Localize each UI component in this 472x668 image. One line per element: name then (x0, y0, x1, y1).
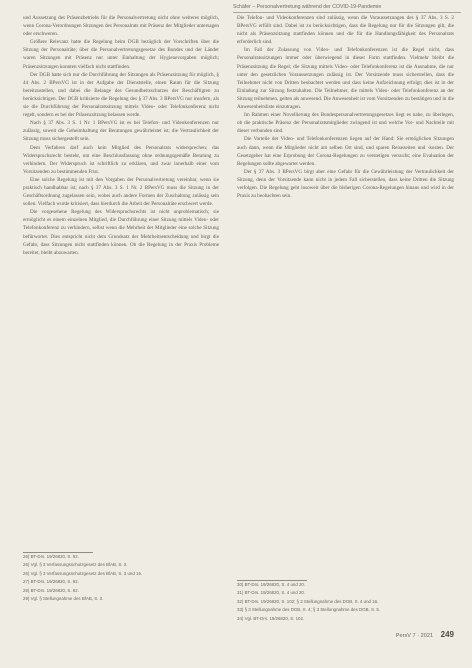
footnote: 33) § 3 Stellungnahme des DGB, S. 4; § 3 Stellungnahme des DGB, S. 5. (237, 607, 381, 613)
right-text-column (237, 14, 454, 200)
right-footnotes (237, 581, 454, 623)
footnote: 32) BT-Drs. 19/26820, S. 102; § 3 Stellungnahme des DGB, S. 4 und 16. (237, 598, 379, 604)
paragraph: Größere Relevanz hatte die Regelung beim DGB bezüglich der Vorschriften über die Sitzung der Personalräte; über die Personalvertretungsgesetze des Bundes und der Länder waren Sitzungen mit Präsenz nur unter Einhaltung der Hygienevorgaben möglich; Präsenzsitzungen konnten vielfach nicht stattfinden. (23, 39, 219, 70)
paragraph: Eine solche Regelung ist mit den Vorgaben der Personalvertretung vereinbar, wenn sie praktisch handhabbar ist; nach § 37 Abs. 3 S. 1 Nr. 2 BPersVG muss die Sitzung in der Geschäftsordnung zugelassen sein, wobei auch andere Formen der Zuschaltung zulässig sein sollen. Vielfach wurde kritisiert, dass hierdurch die Arbeit der Personalräte erschwert werde. (23, 176, 219, 208)
paragraph: Die vorgesehene Regelung des Widerspruchsrechts ist nicht unproblematisch; sie ermöglicht es einem einzelnen Mitglied, die Durchführung einer Sitzung mittels Video- oder Telefonkonferenz zu verhindern, selbst wenn die Mehrheit der Mitglieder eine solche Sitzung befürwortet. Dies entspricht nicht dem Grundsatz der Mehrheitsentscheidung und birgt die Gefahr, dass Sitzungen nicht stattfinden können. Ob die Regelung in der Praxis Probleme bereitet, bleibt abzuwarten. (23, 209, 219, 256)
paragraph: Der DGB hatte sich nur die Durchführung der Sitzungen als Präsenzsitzung für möglich, § 44 Abs. 2 BPersVG ist in der Aufgabe der Dienststelle, einen Raum für die Sitzung bereitzustellen, und dabei die Belange des Gesundheitsschutzes der Beschäftigten zu berücksichtigen. Der DGB kritisierte die Regelung des § 37 Abs. 3 BPersVG nur insofern, als sie die Durchführung der Personalratssitzung mittels Video- oder Telefonkonferenz nicht regelt, sondern es bei der Präsenzsitzung belassen werde. (23, 71, 219, 119)
paragraph: Die Telefon- und Videokonferenzen sind zulässig, wenn die Voraussetzungen des § 37 Abs. 3 S. 2 BPersVG erfüllt sind. Dabei ist zu berücksichtigen, dass die Regelung nur für die Sitzungen gilt, die nicht als Präsenzsitzung stattfinden können und die für die Handlungsfähigkeit des Personalrats erforderlich sind. (237, 15, 454, 46)
footnote: 27) BT-Drs. 19/26820, S. 92. (23, 579, 79, 585)
paragraph: Nach § 37 Abs. 3 S. 1 Nr. 1 BPersVG ist es bei Telefon- und Videokonferenzen nur zulässig, soweit die Geheimhaltung der Beratungen gewährleistet ist; die Vertraulichkeit der Sitzung muss sichergestellt sein. (23, 120, 219, 143)
paragraph: Der § 37 Abs. 3 BPersVG birgt aber eine Gefahr für die Gewährleistung der Vertraulichkeit der Sitzung, denn der Vorsitzende kann nicht in jedem Fall sicherstellen, dass keine Dritten die Sitzung verfolgen. Die Regelung geht insoweit über die bisherigen Corona-Regelungen hinaus und wird in der Praxis zu beobachten sein. (237, 168, 454, 200)
footnote: 26) Vgl. § 3 Verfassungsschutzgesetz des BfAB, S. 3. (23, 562, 128, 568)
footnote: 28) BT-Drs. 19/26820, S. 92. (23, 587, 79, 593)
footnote: 30) BT-Drs. 19/26820, S. 4 und 20. (237, 582, 306, 587)
footnote: 26) BT-Drs. 19/26820, S. 92. (23, 554, 79, 559)
paragraph: Im Fall der Zulassung von Video- und Telefonkonferenzen ist die Regel nicht, dass Personalratssitzungen immer oder überwiegend in dieser Form stattfinden. Vielmehr bleibt die Präsenzsitzung die Regel; die Sitzung mittels Video- oder Telefonkonferenz ist die Ausnahme, die nur unter den gesetzlichen Voraussetzungen zulässig ist. Der Vorsitzende muss sicherstellen, dass die Teilnehmer nicht von Dritten beobachtet werden und dass keine Aufzeichnung erfolgt; dies ist in der Einladung zur Sitzung festzuhalten. Die Teilnehmer, die mittels Video- oder Telefonkonferenz an der Sitzung teilnehmen, gelten als anwesend. Die Anwesenheit ist vom Vorsitzenden zu bestätigen und in die Anwesenheitsliste einzutragen. (237, 47, 454, 111)
left-footnotes (23, 553, 219, 603)
footnote: 29) Vgl. § Stellungnahme des BfAB, S. 3. (23, 596, 104, 602)
left-text-column (23, 14, 219, 257)
footnote: 34) Vgl. BT-Drs. 19/26820, S. 102. (237, 615, 305, 621)
paragraph: Die Vorteile der Video- und Telefonkonferenzen liegen auf der Hand: Sie ermöglichen Sitzungen auch dann, wenn die Mitglieder nicht am selben Ort sind, und sparen Reisezeiten und -kosten. Der Gesetzgeber hat eine Erprobung der Corona-Regelungen zu verstetigen versucht; eine Evaluation der Regelungen sollte abgewartet werden. (237, 136, 454, 167)
journal-issue: PersV 7 · 2021 (395, 633, 434, 639)
page-footer (396, 630, 454, 639)
paragraph: Im Rahmen einer Novellierung des Bundespersonalvertretungsgesetzes liegt es nahe, zu überlegen, ob die praktische Präsenz der Personalratsmitglieder zwingend ist und welche Vor- und Nachteile mit dieser verbunden sind. (237, 112, 454, 135)
footnote: 31) BT-Drs. 19/26820, S. 4 und 20. (237, 590, 306, 596)
footnote: 26) Vgl. § 3 Verfassungsschutzgesetz des BfAB, S. 3 und 16. (23, 570, 143, 576)
running-header: Schäfer – Personalvertretung während der COVID-19-Pandemie (233, 4, 461, 13)
paragraph: und Aussetzung des Präsenzbetriebs für die Personalvertretung nicht ohne weiteres möglich, wenn Corona-Verordnungen Sitzungen des Personalrats mit Präsenz der Mitglieder untersagen oder erschweren. (23, 15, 219, 38)
page-number: 249 (440, 630, 454, 639)
paragraph: Dem Verfahren darf auch kein Mitglied des Personalrats widersprechen; das Widerspruchsrecht besteht, um eine Beschlussfassung ohne ordnungsgemäße Beratung zu verhindern. Der Widerspruch ist schriftlich zu erklären, und zwar innerhalb einer vom Vorsitzenden zu bestimmenden Frist. (23, 144, 219, 175)
